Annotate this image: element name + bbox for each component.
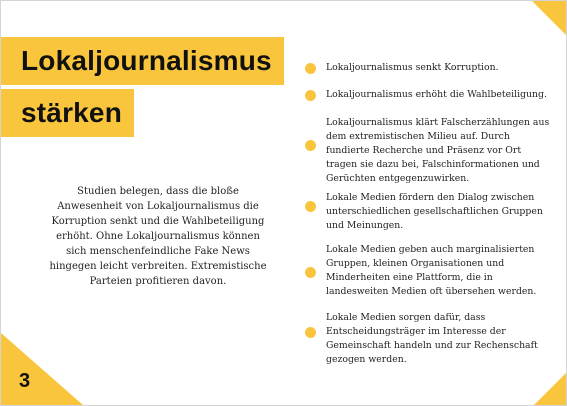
- corner-accent-bottom-right: [534, 373, 566, 405]
- list-item-text: Lokaljournalismus senkt Korruption.: [326, 62, 499, 73]
- corner-accent-top-right: [532, 1, 566, 35]
- list-item-text: Lokale Medien geben auch marginalisierten Gruppen, kleinen Organisationen und Minderheiten eine Plattform, die in landesweiten Medien oft übersehen werden.: [326, 244, 537, 297]
- list-item-text: Lokale Medien fördern den Dialog zwischen unterschiedlichen gesellschaftlichen Gruppen und Meinungen.: [326, 192, 543, 231]
- page-title-line-1: Lokaljournalismus: [1, 37, 284, 85]
- page-title-line-2: stärken: [1, 89, 134, 137]
- bullet-dot-icon: [305, 201, 316, 212]
- bullet-dot-icon: [305, 140, 316, 151]
- list-item-text: Lokale Medien sorgen dafür, dass Entscheidungsträger im Interesse der Gemeinschaft handeln und zur Rechenschaft gezogen werden.: [326, 312, 538, 365]
- list-item-text: Lokaljournalismus erhöht die Wahlbeteiligung.: [326, 89, 547, 100]
- page-number: 3: [19, 370, 31, 392]
- bullet-dot-icon: [305, 267, 316, 278]
- intro-paragraph: Studien belegen, dass die bloße Anwesenheit von Lokaljournalismus die Korruption senkt und die Wahlbeteiligung erhöht. Ohne Lokaljournalismus können sich menschenfeindliche Fake News hingegen leicht verbreiten. Extremistische Parteien profitieren davon.: [49, 186, 267, 287]
- corner-accent-bottom-left: [1, 333, 83, 405]
- bullet-dot-icon: [305, 327, 316, 338]
- bullet-dot-icon: [305, 63, 316, 74]
- list-item-text: Lokaljournalismus klärt Falscherzählungen aus dem extremistischen Milieu auf. Durch fundierte Recherche und Präsenz vor Ort tragen sie dazu bei, Falschinformationen und Gerüchten entgegenzuwirken.: [326, 117, 550, 184]
- bullet-dot-icon: [305, 90, 316, 101]
